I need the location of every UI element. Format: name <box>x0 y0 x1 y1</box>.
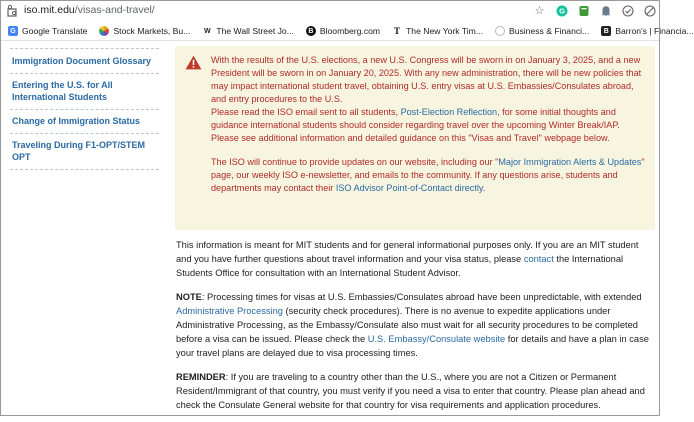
sidebar-item-change-of-immigration-status[interactable]: Change of Immigration Status <box>10 110 159 134</box>
bookmark-label: Google Translate <box>22 26 88 36</box>
warning-icon <box>185 55 202 70</box>
alert-paragraph-email <box>211 106 647 132</box>
extension-grammarly-icon[interactable] <box>555 4 568 17</box>
reminder-label: REMINDER <box>176 372 226 382</box>
election-alert-box <box>175 46 655 230</box>
wsj-icon: W <box>204 27 211 35</box>
url-path: /visas-and-travel/ <box>74 4 155 16</box>
url-host: iso.mit.edu <box>24 4 75 16</box>
bookmark-google-translate[interactable] <box>8 26 87 36</box>
bookmark-star-icon[interactable]: ☆ <box>534 5 545 17</box>
intro-text-segment: the International Students Office for consultation with an International Student Advisor. <box>176 254 624 278</box>
bookmark-label: Business & Financi... <box>508 26 590 36</box>
nyt-icon: T <box>394 26 401 36</box>
extension-ghostery-icon[interactable] <box>599 4 612 17</box>
sidebar-item-entering-the-us[interactable]: Entering the U.S. for All International Students <box>10 74 159 110</box>
nbc-peacock-icon <box>99 26 109 36</box>
note-text-segment: for details and have a plan in case your travel plans are delayed due to visa processing times. <box>176 334 649 358</box>
bookmark-label: Bloomberg.com <box>319 26 381 36</box>
alert-paragraph-elections: With the results of the U.S. elections, a new U.S. Congress will be sworn in on January 3, 2025, and a new President will be sworn in on January 20, 2025. With any new administration, there will be new policies that may impact international student travel, obtaining U.S. entry visas at U.S. Embassies/Consulates abroad, and entry procedures to the U.S. <box>211 55 642 104</box>
note-paragraph <box>176 290 652 360</box>
extension-check-icon[interactable] <box>621 4 634 17</box>
alert-text-segment: " page, our weekly ISO e-newsletter, and emails to the community. If any questions arise, students and departments may contact their <box>211 157 645 193</box>
alert-text-segment: . <box>482 183 486 193</box>
alert-text <box>211 54 647 195</box>
sidebar-item-traveling-during-opt[interactable]: Traveling During F1-OPT/STEM OPT <box>10 134 159 170</box>
main-content <box>176 238 652 422</box>
bookmark-label: Barron's | Financia... <box>615 26 694 36</box>
bookmark-label: Stock Markets, Bu... <box>113 26 191 36</box>
sidebar-nav <box>10 48 159 170</box>
bookmark-wsj[interactable] <box>202 26 294 36</box>
administrative-processing-link[interactable]: Administrative Processing <box>176 306 283 316</box>
bookmark-bloomberg[interactable] <box>306 26 380 36</box>
reminder-paragraph <box>176 370 652 412</box>
reminder-text: : If you are traveling to a country other than the U.S., where you are not a Citizen or Permanent Resident/Immigrant of that country, you must verify if you need a visa to enter that country. Please plan ahead and check the Consulate General website for that country for visa requirements and application procedures. <box>176 372 645 410</box>
us-embassy-consulate-website-link[interactable]: U.S. Embassy/Consulate website <box>367 334 506 344</box>
barrons-icon: B <box>601 26 611 36</box>
address-bar-actions <box>533 2 656 19</box>
globe-icon <box>495 26 505 36</box>
alert-text-segment: , for some initial thoughts and guidance international students should consider regarding travel over the upcoming Winter Break/IAP. <box>211 107 620 130</box>
google-translate-icon: G <box>8 26 18 36</box>
address-bar[interactable] <box>0 0 660 21</box>
bookmark-business-financial[interactable] <box>495 26 589 36</box>
bookmark-label: The New York Tim... <box>406 26 483 36</box>
alert-text-segment: Please read the ISO email sent to all students, <box>211 107 401 117</box>
alert-text-segment: The ISO will continue to provide updates on our website, including our " <box>211 157 499 167</box>
extension-evernote-icon[interactable] <box>577 4 590 17</box>
iso-advisor-contact-link[interactable]: ISO Advisor Point-of-Contact directly <box>335 183 483 193</box>
note-text-segment: : Processing times for visas at U.S. Embassies/Consulates abroad have been unpredictable, with extended <box>201 292 642 302</box>
svg-text:G: G <box>558 6 565 16</box>
bookmark-barrons[interactable] <box>601 26 693 36</box>
bookmark-nyt[interactable] <box>392 26 483 36</box>
alert-paragraph-guidance: Please see additional information and detailed guidance on this "Visas and Travel" webpage below. <box>211 133 610 143</box>
alert-paragraph-updates <box>211 156 647 195</box>
alert-spacer <box>211 145 647 156</box>
major-immigration-alerts-link[interactable]: Major Immigration Alerts & Updates <box>498 157 642 167</box>
post-election-reflection-link[interactable]: Post-Election Reflection <box>400 107 498 117</box>
bookmark-stock-markets[interactable] <box>99 26 190 36</box>
site-info-icon[interactable] <box>6 4 18 17</box>
intro-paragraph <box>176 238 652 280</box>
note-label: NOTE <box>176 292 202 302</box>
url-text[interactable] <box>24 3 155 17</box>
extension-block-icon[interactable] <box>643 4 656 17</box>
contact-link[interactable]: contact <box>523 254 554 264</box>
bloomberg-icon: B <box>306 26 316 36</box>
bookmark-label: The Wall Street Jo... <box>216 26 294 36</box>
intro-text-segment: This information is meant for MIT students and for general informational purposes only. If you are an MIT student and you have further questions about travel information and your visa status, please <box>176 240 639 264</box>
bookmarks-bar <box>0 22 694 41</box>
note-text-segment: (security check procedures). There is no avenue to expedite applications under Administrative Processing, as the Embassy/Consulate also must wait for all security procedures to be completed before a visa can be issued. Please check the <box>176 306 638 344</box>
sidebar-item-immigration-document-glossary[interactable]: Immigration Document Glossary <box>10 48 159 74</box>
